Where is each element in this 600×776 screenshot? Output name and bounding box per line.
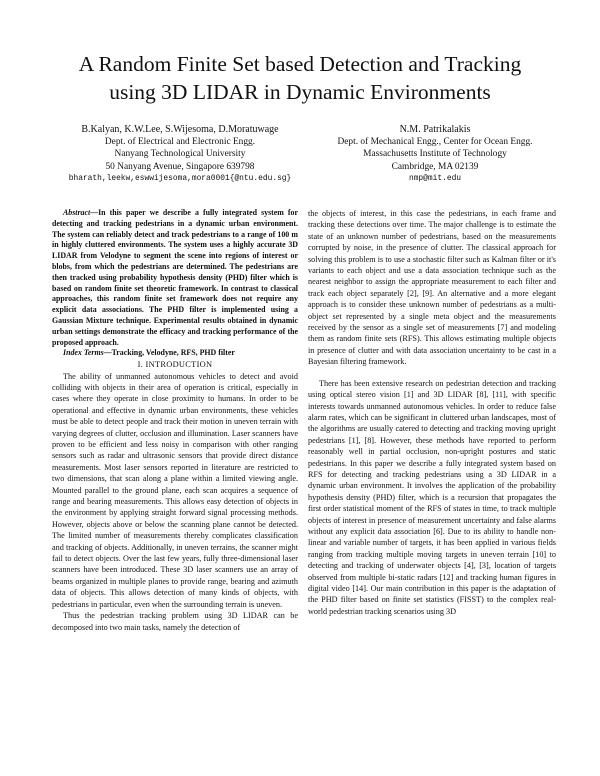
author-email: nmp@mit.edu: [408, 173, 462, 183]
index-terms-text: —Tracking, Velodyne, RFS, PHD filter: [103, 348, 235, 358]
author-dept: Dept. of Mechanical Engg., Center for Ocean Engg.: [337, 137, 533, 148]
intro-paragraph: The ability of unmanned autonomous vehicles to detect and avoid colliding with objects in their area of operation is critical, especially in cases where they operate in close proximity to humans. In order to be operational and effective in dynamic urban environments, these vehicles must be able to detect people and track their motion in uneven terrain with varying degrees of clutter, occlusion and illumination. Laser scanners have proven to be efficient and less noisy in comparison with other ranging sensors such as radar and ultrasonic sensors that provide direct distance measurements. Most laser sensors reported in literature are restricted to two dimensions, that scan along a plane within a limited viewing angle. Mounted parallel to the ground plane, each scan acquires a sequence of range and bearing measurements. This allows easy detection of objects in the environment by applying straight forward signal processing methods. However, objects above or below the scanning plane cannot be detected. The limited number of measurements thereby complicates classification and tracking of objects. Additionally, in uneven terrains, the scanner might fail to detect objects. Over the last few years, fully three-dimensional laser scanners have been introduced. These 3D laser scanners use an array of beams organized in multiple planes to provide range, bearing and azimuth data of objects. This allows detection of many kinds of objects, with pedestrians in particular, even when the surrounding terrain is uneven.: [52, 371, 298, 609]
index-terms: [52, 348, 298, 359]
author-block-right: [315, 124, 555, 185]
section-heading: I. INTRODUCTION: [137, 360, 213, 370]
author-block-left: [50, 124, 310, 185]
abstract: [52, 208, 298, 348]
title-line-1: A Random Finite Set based Detection and Tracking: [78, 52, 522, 76]
title-line-2: using 3D LIDAR in Dynamic Environments: [109, 80, 491, 104]
author-email: bharath,leekw,eswwijesoma,mora0001{@ntu.edu.sg}: [68, 173, 292, 183]
author-address: 50 Nanyang Avenue, Singapore 639798: [105, 161, 255, 172]
author-university: Massachusetts Institute of Technology: [363, 149, 507, 160]
author-address: Cambridge, MA 02139: [391, 161, 479, 172]
author-names: N.M. Patrikalakis: [399, 124, 471, 135]
abstract-text: —In this paper we describe a fully integrated system for detecting and tracking pedestrians in a dynamic urban environment. The system can reliably detect and track pedestrians to a range of 100 m in highly cluttered environments. The system uses a highly accurate 3D LIDAR from Velodyne to segment the scene into regions of interest or blobs, from which the pedestrians are determined. The pedestrians are then tracked using probability hypothesis density (PHD) filter which is based on random finite set theoretic framework. In contrast to classical approaches, this random finite set framework does not require any explicit data associations. The PHD filter is implemented using a Gaussian Mixture technique. Experimental results obtained in dynamic urban settings demonstrate the efficacy and tracking performance of the proposed approach.: [52, 208, 298, 347]
author-dept: Dept. of Electrical and Electronic Engg.: [104, 137, 256, 148]
author-university: Nanyang Technological University: [114, 149, 246, 160]
index-terms-label: Index Terms: [63, 348, 104, 358]
abstract-label: Abstract: [63, 208, 91, 217]
body-paragraph: There has been extensive research on pedestrian detection and tracking using optical stereo vision [1] and 3D LIDAR [8], [11], with specific interests towards unmanned autonomous vehicles. In order to reduce false alarm rates, which can be significant in cluttered urban landscapes, most of the algorithms are usually catered to detecting and tracking moving upright pedestrians [1], [8]. However, these methods have reported to perform reasonably well in partial occlusion, non-upright postures and static pedestrians. In this paper we describe a fully integrated system based on RFS for detecting and tracking pedestrians using a 3D LIDAR in a dynamic urban environment. It involves the application of the probability hypothesis density (PHD) filter, which is a recursion that propagates the first order statistical moment of the RFS of states in time, to track multiple objects of interest in presence of measurement uncertainty and false alarms without any explicit data association [6]. Due to its ability to handle non-linear and variable number of targets, it has been applied in various fields ranging from tracking multiple moving targets in uneven terrain [10] to detecting and tracking of underwater objects [4], [3], location of targets observed from multiple bi-static radars [12] and tracking human figures in digital video [14]. Our main contribution in this paper is the adaptation of the PHD filter based on finite set statistics (FISST) to the complex real-world pedestrian tracking scenarios using 3D: [308, 378, 556, 616]
right-column: [308, 208, 556, 617]
body-paragraph: the objects of interest, in this case the pedestrians, in each frame and tracking these detections over time. The major challenge is to estimate the state of an unknown number of pedestrians, based on the measurements corrupted by noise, in the presence of clutter. The classical approach for solving this problem is to use a stochastic filter such as Kalman filter or it's variants to each object and use a data association technique such as the nearest neighbor to assign the appropriate measurement to each filter and track each object separately [2], [9]. An alternative and a more elegant approach is to consider these unknown number of pedestrians as a multi-object set represented by a single meta object and the measurements received by the sensor as a single set of measurements [7] and modeling them as random finite sets (RFS). This allows estimating multiple objects in presence of clutter and with data association uncertainty to be cast in a Bayesian filtering framework.: [308, 209, 556, 367]
paper-title: [20, 50, 580, 106]
left-column: [52, 208, 298, 633]
intro-paragraph: Thus the pedestrian tracking problem using 3D LIDAR can be decomposed into two main tasks, namely the detection of: [52, 611, 298, 632]
author-names: B.Kalyan, K.W.Lee, S.Wijesoma, D.Moratuwage: [81, 124, 279, 135]
